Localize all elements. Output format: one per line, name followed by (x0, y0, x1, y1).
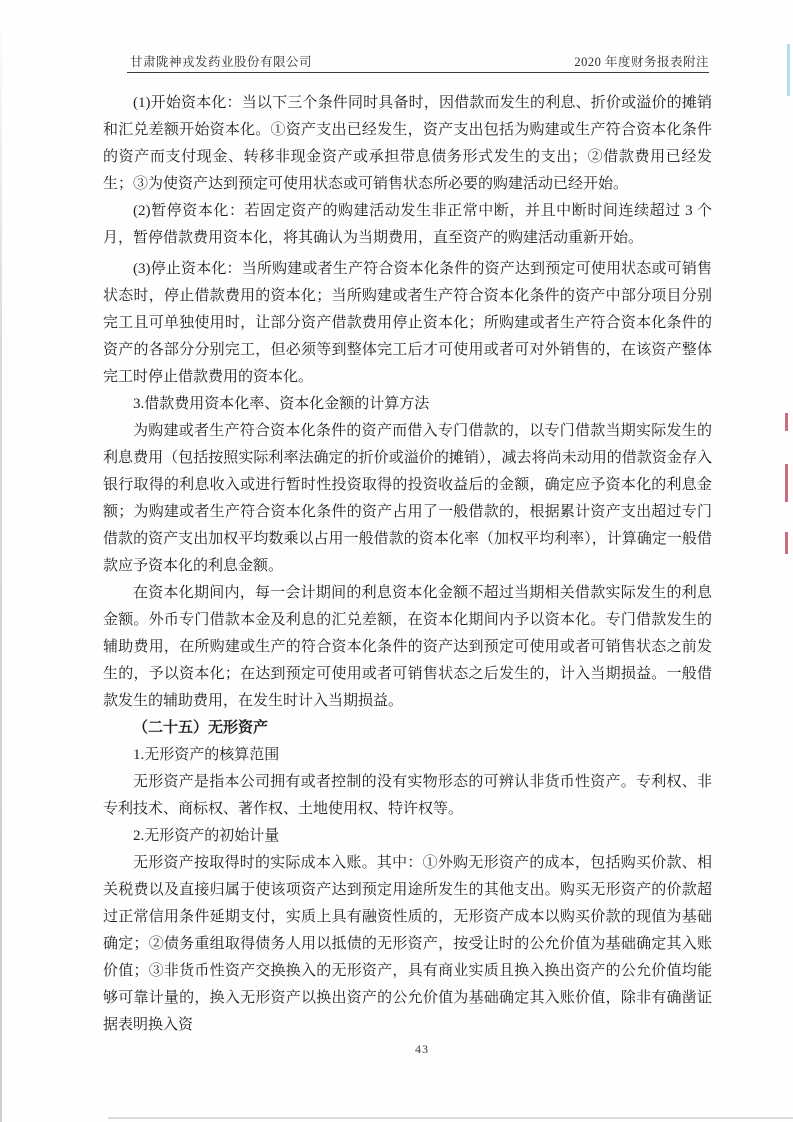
document-body (103, 90, 712, 1039)
para-specific-borrowings: 为购建或者生产符合资本化条件的资产而借入专门借款的，以专门借款当期实际发生的利息费用（包括按照实际利率法确定的折价或溢价的摊销），减去将尚未动用的借款资金存入银行取得的利息收入或进行暂时性投资取得的投资收益后的金额，确定应予资本化的利息金额；为购建或者生产符合资本化条件的资产占用了一般借款的，根据累计资产支出超过专门借款的资产支出加权平均数乘以占用一般借款的资本化率（加权平均利率），计算确定一般借款应予资本化的利息金额。 (103, 423, 712, 574)
heading-initial-measurement: 2.无形资产的初始计量 (133, 828, 280, 844)
scan-edge-left (0, 0, 2, 1122)
header-company-name: 甘肃陇神戎发药业股份有限公司 (130, 55, 313, 69)
scan-artifact-red-dash (785, 532, 788, 554)
page-number: 43 (415, 1042, 429, 1056)
header-rule (127, 72, 709, 73)
heading-intangible-assets: （二十五）无形资产 (133, 720, 269, 736)
header-doc-title: 2020 年度财务报表附注 (574, 55, 709, 69)
para-initial-measurement-desc: 无形资产按取得时的实际成本入账。其中：①外购无形资产的成本，包括购买价款、相关税费以及直接归属于使该项资产达到预定用途所发生的其他支出。购买无形资产的价款超过正常信用条件延期支付，实质上具有融资性质的，无形资产成本以购买价款的现值为基础确定；②债务重组取得债务人用以抵债的无形资产，按受让时的公允价值为基础确定其入账价值；③非货币性资产交换换入的无形资产，具有商业实质且换入换出资产的公允价值均能够可靠计量的，换入无形资产以换出资产的公允价值为基础确定其入账价值，除非有确凿证据表明换入资 (103, 855, 712, 1033)
para-suspend-capitalization: (2)暂停资本化：若固定资产的购建活动发生非正常中断，并且中断时间连续超过 3 个月，暂停借款费用资本化，将其确认为当期费用，直至资产的购建活动重新开始。 (103, 203, 712, 246)
scan-artifact-red-dash (785, 413, 788, 431)
scan-artifact-red-dash (785, 464, 788, 502)
para-intangible-scope-desc: 无形资产是指本公司拥有或者控制的没有实物形态的可辨认非货币性资产。专利权、非专利技术、商标权、著作权、土地使用权、特许权等。 (103, 774, 712, 817)
para-begin-capitalization: (1)开始资本化：当以下三个条件同时具备时，因借款而发生的利息、折价或溢价的摊销和汇兑差额开始资本化。①资产支出已经发生，资产支出包括为购建或生产符合资本化条件的资产而支付现金、转移非现金资产或承担带息债务形式发生的支出；②借款费用已经发生；③为使资产达到预定可使用状态或可销售状态所必要的购建活动已经开始。 (103, 95, 712, 192)
page-header (130, 52, 709, 70)
heading-capitalization-calc-method: 3.借款费用资本化率、资本化金额的计算方法 (133, 396, 430, 412)
scan-artifact-cyan (787, 44, 790, 96)
para-cease-capitalization: (3)停止资本化：当所购建或者生产符合资本化条件的资产达到预定可使用状态或可销售状态时，停止借款费用的资本化；当所购建或者生产符合资本化条件的资产中部分项目分别完工且可单独使用时，让部分资产借款费用停止资本化；所购建或者生产符合资本化条件的资产的各部分分别完工，但必须等到整体完工后才可使用或者可对外销售的，在该资产整体完工时停止借款费用的资本化。 (103, 261, 712, 385)
heading-intangible-scope: 1.无形资产的核算范围 (133, 747, 280, 763)
para-capitalization-period: 在资本化期间内，每一会计期间的利息资本化金额不超过当期相关借款实际发生的利息金额。外币专门借款本金及利息的汇兑差额，在资本化期间内予以资本化。专门借款发生的辅助费用，在所购建或生产的符合资本化条件的资产达到预定可使用或者可销售状态之前发生的，予以资本化；在达到预定可使用或者可销售状态之后发生的，计入当期损益。一般借款发生的辅助费用，在发生时计入当期损益。 (103, 585, 712, 709)
scan-edge-bottom (108, 1117, 793, 1119)
